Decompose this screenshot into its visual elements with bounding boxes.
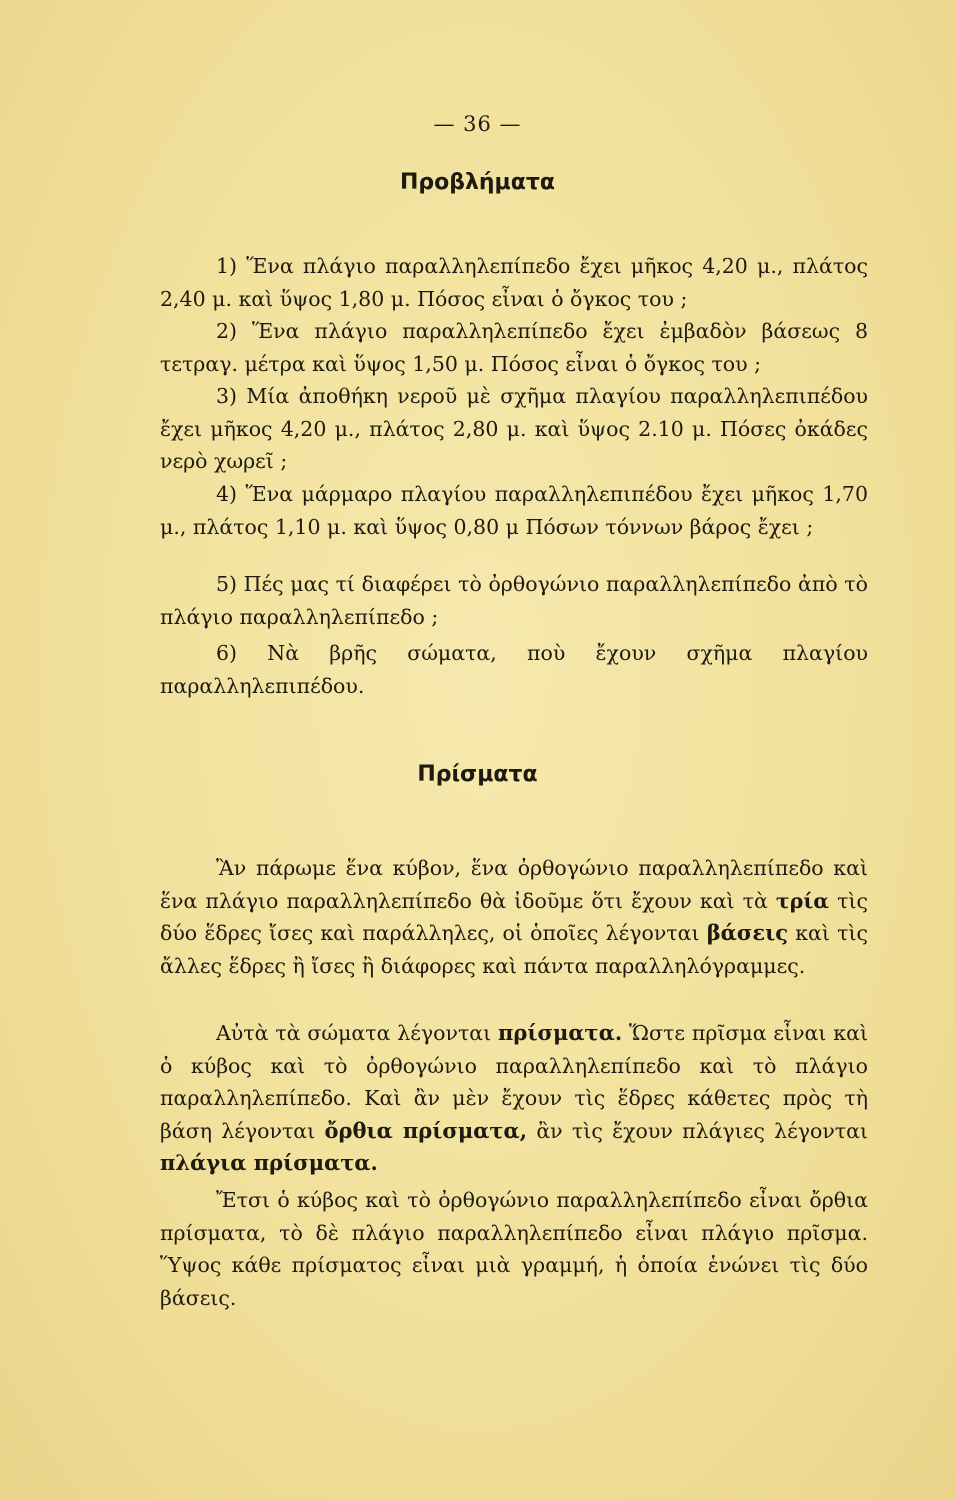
prisms-p2-text-d: ἂν τὶς ἔχουν πλάγιες λέγονται: [527, 1118, 868, 1143]
prisms-p2-term-prisms: πρίσματα.: [498, 1020, 623, 1045]
problem-2: 2) Ἕνα πλάγιο παραλληλεπίπεδο ἔχει ἐμβαδὸν βάσεως 8 τετραγ. μέτρα καὶ ὕψος 1,50 μ. Πόσος εἶναι ὁ ὄγκος του ;: [160, 319, 868, 376]
problem-4: 4) Ἕνα μάρμαρο πλαγίου παραλληλεπιπέδου ἔχει μῆκος 1,70 μ., πλάτος 1,10 μ. καὶ ὕψος 0,80 μ Πόσων τόννων βάρος ἔχει ;: [160, 482, 868, 539]
problem-3: 3) Μία ἀποθήκη νεροῦ μὲ σχῆμα πλαγίου παραλληλεπιπέδου ἔχει μῆκος 4,20 μ., πλάτος 2,80 μ. καὶ ὕψος 2.10 μ. Πόσες ὀκάδες νερὸ χωρεῖ ;: [160, 384, 868, 474]
section-title-problems: Προβλήματα: [399, 170, 556, 195]
prisms-p2-term-right-prisms: ὄρθια πρίσματα,: [324, 1117, 528, 1143]
prisms-p1-term-bases: βάσεις: [706, 920, 789, 946]
problem-6: 6) Νὰ βρῆς σώματα, ποὺ ἔχουν σχῆμα πλαγίου παραλληλεπιπέδου.: [160, 641, 868, 698]
prisms-p2-text-c: Ὥστε πρῖσμα εἶναι καὶ ὁ κύβος καὶ τὸ ὀρθογώνιο παραλληλεπίπεδο καὶ τὸ πλάγιο παραλληλεπίπεδο. Καὶ ἂν μὲν ἔχουν τὶς ἕδρες κάθετες πρὸς τὴ βάση λέγονται: [160, 1021, 868, 1143]
prisms-p1-text-c: τὶς δύο ἕδρες ἴσες καὶ παράλληλες, οἱ ὁποῖες λέγονται: [160, 888, 868, 946]
prisms-p1-text-d: καὶ τὶς ἄλλες ἕδρες ἢ ἴσες ἢ διάφορες καὶ πάντα παραλληλόγραμμες.: [160, 921, 868, 978]
prisms-p1-text-a: Ἂν πάρωμε ἕνα κύβον, ἕνα ὀρθογώνιο παραλληλεπίπεδο καὶ ἕνα πλάγιο παραλληλεπίπεδο θὰ ἰδοῦμε ὅτι ἔχουν καὶ τὰ: [160, 856, 868, 913]
page-number: — 36 —: [433, 112, 522, 136]
prisms-paragraph-1: [160, 852, 868, 982]
prisms-p1-bold-three: τρία: [775, 888, 830, 913]
section-title-prisms: Πρίσματα: [417, 762, 538, 787]
prisms-paragraph-2: [160, 1017, 868, 1180]
problem-5: 5) Πές μας τί διαφέρει τὸ ὀρθογώνιο παραλληλεπίπεδο ἀπὸ τὸ πλάγιο παραλληλεπίπεδο ;: [160, 572, 868, 629]
prisms-paragraph-3: Ἔτσι ὁ κύβος καὶ τὸ ὀρθογώνιο παραλληλεπίπεδο εἶναι ὄρθια πρίσματα, τὸ δὲ πλάγιο παραλληλεπίπεδο εἶναι πλάγιο πρῖσμα. Ὕψος κάθε πρίσματος εἶναι μιὰ γραμμή, ἡ ὁποία ἑνώνει τὶς δύο βάσεις.: [160, 1188, 868, 1310]
problem-1: 1) Ἕνα πλάγιο παραλληλεπίπεδο ἔχει μῆκος 4,20 μ., πλάτος 2,40 μ. καὶ ὕψος 1,80 μ. Πόσος εἶναι ὁ ὄγκος του ;: [160, 254, 868, 311]
prisms-p2-term-oblique-prisms: πλάγια πρίσματα.: [160, 1150, 378, 1176]
prisms-p2-text-a: Αὐτὰ τὰ σώματα λέγονται: [216, 1021, 499, 1045]
